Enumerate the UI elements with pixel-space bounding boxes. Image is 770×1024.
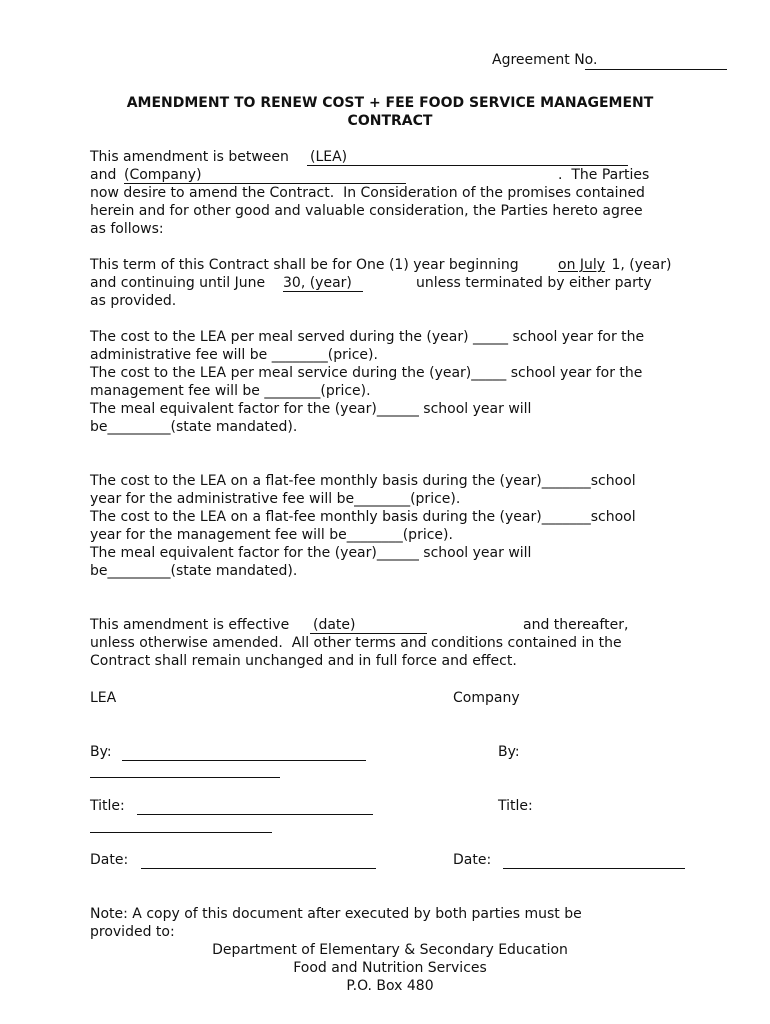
company-by-field[interactable] bbox=[90, 777, 280, 778]
effective-text: Contract shall remain unchanged and in full force and effect. bbox=[90, 653, 517, 669]
address-line-3: P.O. Box 480 bbox=[346, 978, 434, 994]
term-text: as provided. bbox=[90, 293, 177, 309]
intro-text: herein and for other good and valuable consideration, the Parties hereto agree bbox=[90, 203, 643, 219]
cost-flat-text: The meal equivalent factor for the (year)______ school year will bbox=[90, 545, 532, 561]
intro-text: now desire to amend the Contract. In Consideration of the promises contained bbox=[90, 185, 645, 201]
cost-flat-text: The cost to the LEA on a flat-fee monthly basis during the (year)_______school bbox=[90, 509, 636, 525]
term-start-date: on July bbox=[558, 257, 606, 273]
term-text: unless terminated by either party bbox=[416, 275, 652, 291]
term-text: and continuing until June bbox=[90, 275, 270, 291]
company-by-label: By: bbox=[498, 744, 520, 760]
cost-meal-text: management fee will be ________(price). bbox=[90, 383, 371, 399]
company-title-field[interactable] bbox=[90, 832, 272, 833]
intro-text: and bbox=[90, 167, 121, 183]
effective-text: This amendment is effective bbox=[90, 617, 294, 633]
lea-signature-heading: LEA bbox=[90, 690, 117, 706]
effective-date-label: (date) bbox=[313, 617, 356, 633]
note-text: provided to: bbox=[90, 924, 175, 940]
agreement-number-field[interactable] bbox=[585, 69, 727, 70]
term-end-date-label: 30, (year) bbox=[283, 275, 352, 291]
lea-date-label: Date: bbox=[90, 852, 129, 868]
company-signature-heading: Company bbox=[453, 690, 520, 706]
lea-title-field[interactable] bbox=[137, 814, 373, 815]
document-title-line-2: CONTRACT bbox=[347, 113, 433, 129]
lea-name-field-label: (LEA) bbox=[310, 149, 348, 165]
agreement-number-label: Agreement No. bbox=[492, 52, 598, 68]
cost-meal-text: The cost to the LEA per meal service during the (year)_____ school year for the bbox=[90, 365, 643, 381]
intro-text: This amendment is between bbox=[90, 149, 294, 165]
intro-text: as follows: bbox=[90, 221, 164, 237]
lea-date-field[interactable] bbox=[141, 868, 376, 869]
cost-meal-text: be_________(state mandated). bbox=[90, 419, 298, 435]
term-text: This term of this Contract shall be for One (1) year beginning bbox=[90, 257, 524, 273]
effective-text: and thereafter, bbox=[523, 617, 629, 633]
company-date-field[interactable] bbox=[503, 868, 685, 869]
note-text: Note: A copy of this document after executed by both parties must be bbox=[90, 906, 582, 922]
term-text: 1, (year) bbox=[607, 257, 672, 273]
address-line-2: Food and Nutrition Services bbox=[293, 960, 487, 976]
company-title-label: Title: bbox=[498, 798, 533, 814]
lea-by-label: By: bbox=[90, 744, 112, 760]
lea-by-field[interactable] bbox=[122, 760, 366, 761]
intro-text: . The Parties bbox=[558, 167, 650, 183]
lea-title-label: Title: bbox=[90, 798, 125, 814]
term-end-date-field[interactable] bbox=[283, 291, 363, 292]
cost-flat-text: year for the administrative fee will be________(price). bbox=[90, 491, 461, 507]
cost-meal-text: The meal equivalent factor for the (year)______ school year will bbox=[90, 401, 532, 417]
cost-flat-text: year for the management fee will be________(price). bbox=[90, 527, 453, 543]
cost-flat-text: The cost to the LEA on a flat-fee monthly basis during the (year)_______school bbox=[90, 473, 636, 489]
cost-meal-text: The cost to the LEA per meal served during the (year) _____ school year for the bbox=[90, 329, 645, 345]
cost-flat-text: be_________(state mandated). bbox=[90, 563, 298, 579]
company-name-field-label: (Company) bbox=[124, 167, 202, 183]
company-date-label: Date: bbox=[453, 852, 492, 868]
cost-meal-text: administrative fee will be ________(price). bbox=[90, 347, 378, 363]
document-title-line-1: AMENDMENT TO RENEW COST + FEE FOOD SERVICE MANAGEMENT bbox=[126, 95, 654, 111]
effective-text: unless otherwise amended. All other terms and conditions contained in the bbox=[90, 635, 622, 651]
address-line-1: Department of Elementary & Secondary Education bbox=[212, 942, 568, 958]
